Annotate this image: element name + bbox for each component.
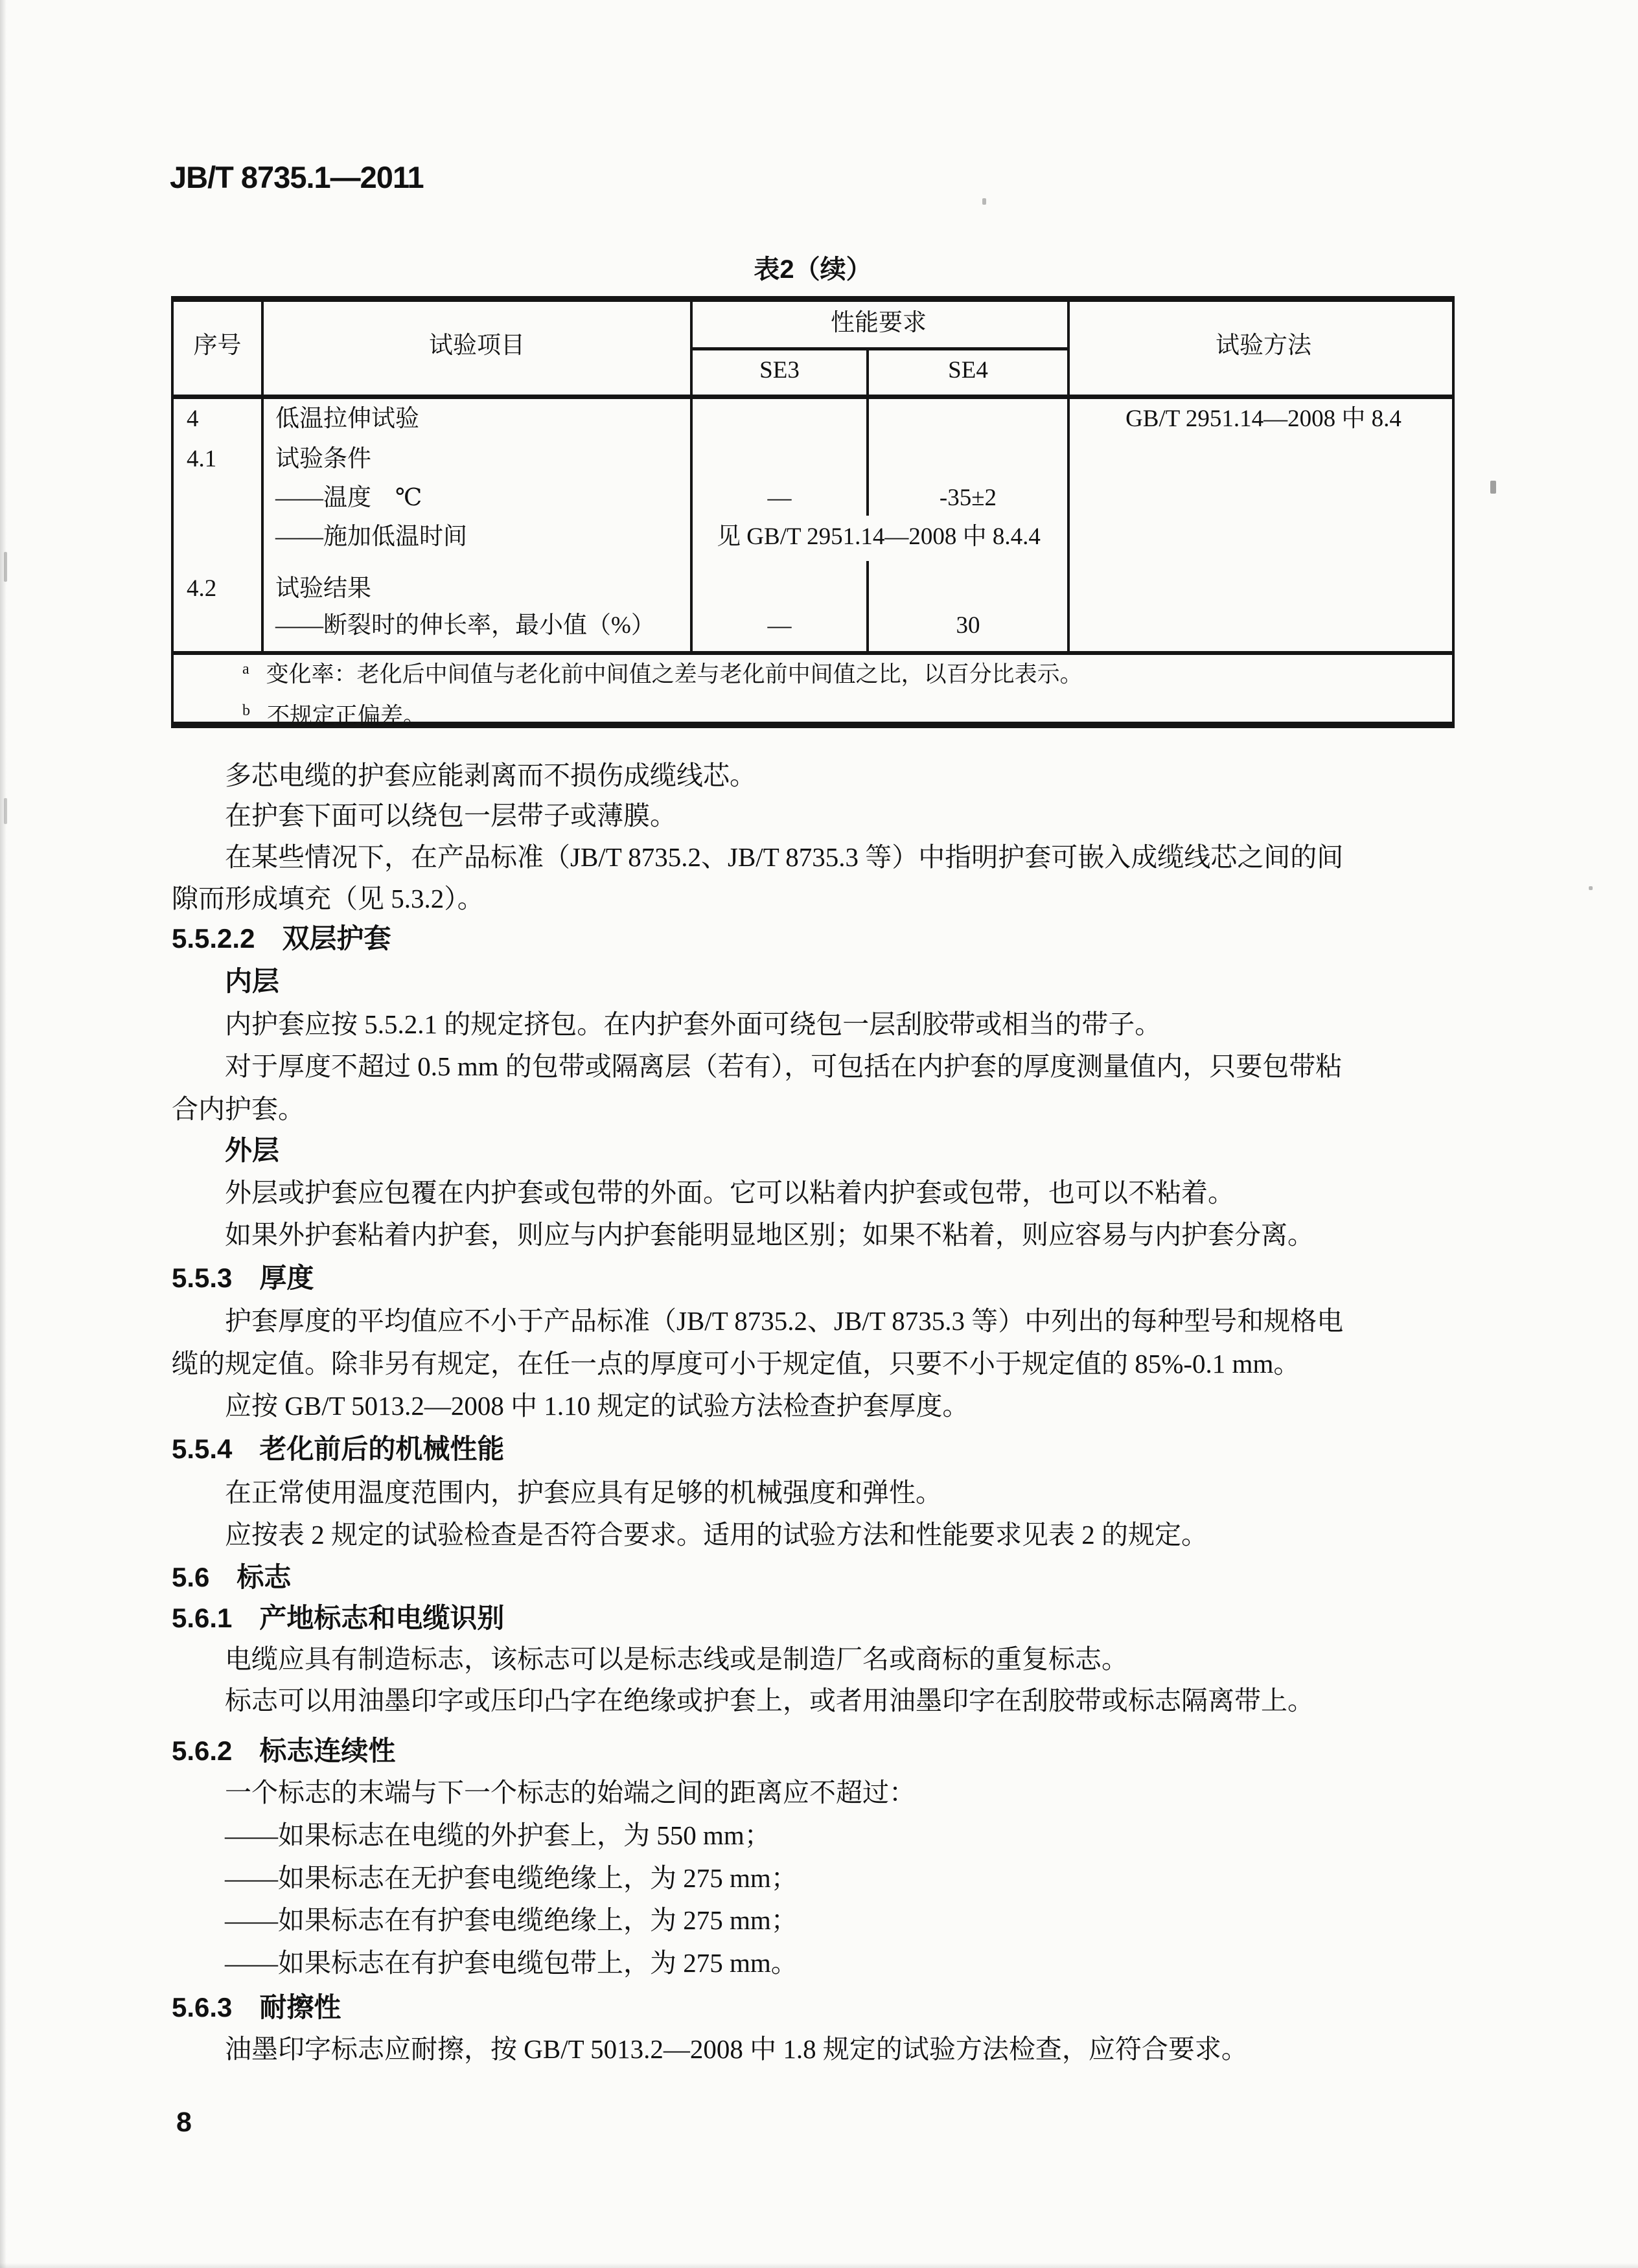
paragraph: 如果外护套粘着内护套，则应与内护套能明显地区别；如果不粘着，则应容易与内护套分离。 (225, 1220, 1314, 1250)
scan-speck (4, 552, 7, 582)
column-header-seq: 序号 (193, 332, 242, 359)
paragraph: 电缆应具有制造标志，该标志可以是标志线或是制造厂名或商标的重复标志。 (225, 1644, 1128, 1674)
paragraph: 标志可以用油墨印字或压印凸字在绝缘或护套上，或者用油墨印字在刮胶带或标志隔离带上。 (225, 1686, 1314, 1715)
scan-speck (982, 198, 986, 205)
paragraph: 多芯电缆的护套应能剥离而不损伤成缆线芯。 (225, 761, 756, 790)
cell-item: 试验条件 (275, 446, 371, 472)
paragraph: 护套厚度的平均值应不小于产品标准（JB/T 8735.2、JB/T 8735.3 等）中列出的每种型号和规格电 (225, 1306, 1344, 1336)
subheading-outer-layer: 外层 (225, 1135, 280, 1165)
cell-item: 低温拉伸试验 (275, 406, 419, 432)
list-item-dash: ——如果标志在无护套电缆绝缘上，为 275 mm； (225, 1863, 798, 1893)
cell-se3-se4-merged: 见 GB/T 2951.14—2008 中 8.4.4 (717, 523, 1041, 550)
column-header-method: 试验方法 (1216, 332, 1311, 359)
table-title: 表2（续） (754, 255, 872, 284)
paragraph: 油墨印字标志应耐擦，按 GB/T 5013.2—2008 中 1.8 规定的试验方法检查，应符合要求。 (225, 2034, 1248, 2064)
list-item-dash: ——如果标志在有护套电缆绝缘上，为 275 mm； (225, 1905, 798, 1935)
list-item-dash: ——如果标志在电缆的外护套上，为 550 mm； (225, 1820, 771, 1850)
paragraph: 缆的规定值。除非另有规定，在任一点的厚度可小于规定值，只要不小于规定值的 85%-0.1 mm。 (172, 1349, 1300, 1379)
cell-item: ——施加低温时间 (275, 523, 467, 550)
paragraph: 在护套下面可以绕包一层带子或薄膜。 (225, 801, 676, 830)
section-heading-5-6-2: 5.6.2 标志连续性 (172, 1735, 396, 1766)
column-rule-item (690, 302, 693, 651)
cell-item: ——断裂时的伸长率，最小值（%） (275, 612, 655, 639)
requirements-table (171, 296, 1455, 728)
paragraph: 应按 GB/T 5013.2—2008 中 1.10 规定的试验方法检查护套厚度。 (225, 1391, 969, 1421)
section-heading-5-5-3: 5.5.3 厚度 (172, 1263, 314, 1293)
section-heading-5-6-3: 5.6.3 耐擦性 (172, 1992, 341, 2022)
column-header-item: 试验项目 (429, 332, 525, 359)
cell-se3: — (767, 485, 792, 511)
paragraph: 合内护套。 (172, 1094, 305, 1124)
table-footnote-b (242, 695, 426, 732)
footnote-marker: b (242, 702, 250, 719)
paragraph: 一个标志的末端与下一个标志的始端之间的距离应不超过： (225, 1778, 916, 1807)
table-footnote-a (242, 654, 1083, 691)
page-number: 8 (176, 2107, 192, 2138)
cell-se3: — (767, 612, 792, 639)
paragraph: 内护套应按 5.5.2.1 的规定挤包。在内护套外面可绕包一层刮胶带或相当的带子。 (225, 1009, 1162, 1039)
footnote-text: 变化率：老化后中间值与老化前中间值之差与老化前中间值之比，以百分比表示。 (266, 661, 1083, 687)
subheading-inner-layer: 内层 (225, 966, 280, 996)
list-item-dash: ——如果标志在有护套电缆包带上，为 275 mm。 (225, 1948, 798, 1978)
paragraph: 外层或护套应包覆在内护套或包带的外面。它可以粘着内护套或包带，也可以不粘着。 (225, 1178, 1234, 1208)
paragraph: 应按表 2 规定的试验检查是否符合要求。适用的试验方法和性能要求见表 2 的规定。 (225, 1520, 1208, 1550)
cell-seq: 4 (187, 406, 199, 432)
column-header-performance: 性能要求 (831, 310, 927, 336)
column-header-se3: SE3 (759, 357, 800, 384)
footnote-text: 不规定正偏差。 (267, 703, 426, 729)
paragraph: 在某些情况下，在产品标准（JB/T 8735.2、JB/T 8735.3 等）中指明护套可嵌入成缆线芯之间的间 (225, 842, 1344, 872)
section-heading-5-6: 5.6 标志 (172, 1562, 292, 1592)
section-heading-5-5-4: 5.5.4 老化前后的机械性能 (172, 1434, 505, 1464)
paragraph: 在正常使用温度范围内，护套应具有足够的机械强度和弹性。 (225, 1478, 942, 1507)
cell-se4: -35±2 (939, 485, 997, 511)
cell-se4: 30 (956, 612, 980, 639)
section-heading-5-6-1: 5.6.1 产地标志和电缆识别 (172, 1603, 505, 1633)
scan-edge-shade (0, 0, 6, 2268)
scan-edge-shade (0, 2263, 1638, 2268)
cell-seq: 4.2 (187, 575, 217, 602)
scan-speck (1589, 886, 1593, 890)
table-header-rule (174, 395, 1452, 399)
column-header-se4: SE4 (948, 357, 988, 384)
footnote-marker: a (242, 661, 249, 678)
cell-method: GB/T 2951.14—2008 中 8.4 (1125, 406, 1402, 432)
section-heading-5-5-2-2: 5.5.2.2 双层护套 (172, 923, 391, 954)
paragraph: 隙而形成填充（见 5.3.2）。 (172, 884, 484, 913)
paragraph: 对于厚度不超过 0.5 mm 的包带或隔离层（若有），可包括在内护套的厚度测量值内，只要包带粘 (225, 1051, 1343, 1081)
scan-speck (4, 798, 7, 824)
cell-seq: 4.1 (187, 446, 217, 472)
standard-number: JB/T 8735.1—2011 (170, 160, 424, 194)
cell-item: ——温度 ℃ (275, 485, 422, 511)
scan-speck (1490, 481, 1496, 494)
cell-item: 试验结果 (275, 575, 371, 602)
performance-subheader-rule (690, 347, 1067, 350)
